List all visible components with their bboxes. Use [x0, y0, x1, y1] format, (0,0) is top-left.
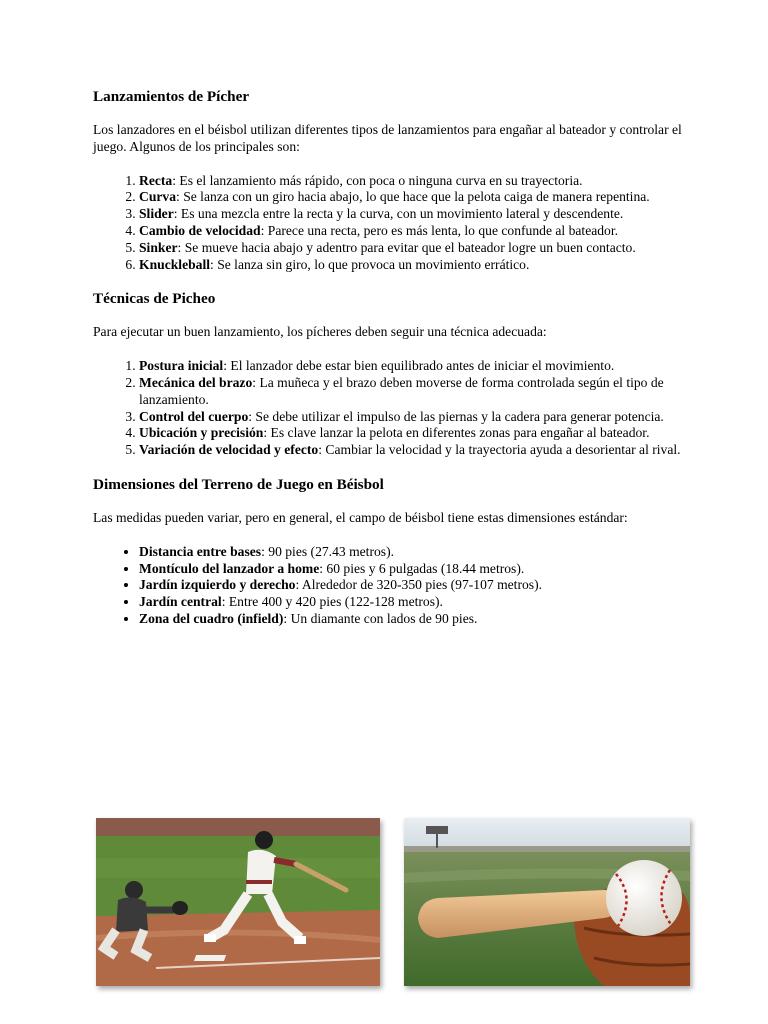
item-text: : La muñeca y el brazo deben moverse de forma controlada según el tipo de lanzamiento.	[139, 374, 664, 407]
item-text: : Es el lanzamiento más rápido, con poca o ninguna curva en su trayectoria.	[172, 172, 583, 188]
pitch-types-list	[93, 173, 683, 274]
list-item	[139, 594, 683, 611]
item-term: Variación de velocidad y efecto	[139, 442, 319, 458]
ball-shape	[606, 860, 682, 936]
list-item	[139, 189, 683, 206]
list-item	[139, 409, 683, 426]
item-term: Distancia entre bases	[139, 543, 262, 559]
item-text: : Se debe utilizar el impulso de las piernas y la cadera para generar potencia.	[248, 408, 664, 424]
list-item	[139, 173, 683, 190]
list-item	[139, 240, 683, 257]
item-text: : Un diamante con lados de 90 pies.	[283, 610, 478, 626]
item-text: : Se mueve hacia abajo y adentro para evitar que el bateador logre un buen contacto.	[177, 239, 636, 255]
document-page	[93, 88, 683, 645]
item-term: Control del cuerpo	[139, 408, 249, 424]
item-text: : Parece una recta, pero es más lenta, lo que confunde al bateador.	[260, 222, 619, 238]
section-title-techniques: Técnicas de Picheo	[93, 290, 216, 308]
batter-catcher-illustration	[96, 818, 380, 986]
item-term: Ubicación y precisión	[139, 425, 264, 441]
photo-row	[96, 818, 692, 986]
item-term: Zona del cuadro (infield)	[139, 610, 284, 626]
item-text: : Se lanza sin giro, lo que provoca un movimiento errático.	[210, 256, 530, 272]
item-term: Recta	[139, 172, 173, 188]
item-text: : Alrededor de 320-350 pies (97-107 metros).	[295, 577, 542, 593]
section-intro-dimensions: Las medidas pueden variar, pero en general, el campo de béisbol tiene estas dimensiones estándar:	[93, 509, 628, 525]
item-term: Mecánica del brazo	[139, 374, 253, 390]
item-text: : 60 pies y 6 pulgadas (18.44 metros).	[319, 560, 525, 576]
section-intro-pitches: Los lanzadores en el béisbol utilizan diferentes tipos de lanzamientos para engañar al bateador y controlar el juego. Algunos de los principales son:	[93, 122, 682, 154]
item-term: Montículo del lanzador a home	[139, 560, 320, 576]
field-dimensions-list	[93, 544, 683, 628]
section-intro-techniques: Para ejecutar un buen lanzamiento, los pícheres deben seguir una técnica adecuada:	[93, 324, 547, 340]
item-term: Curva	[139, 189, 177, 205]
list-item	[139, 577, 683, 594]
item-term: Sinker	[139, 239, 178, 255]
list-item	[139, 425, 683, 442]
pitching-techniques-list	[93, 358, 683, 459]
item-term: Postura inicial	[139, 358, 224, 374]
list-item	[139, 358, 683, 375]
item-text: : Es una mezcla entre la recta y la curva, con un movimiento lateral y descendente.	[173, 206, 624, 222]
list-item	[139, 442, 683, 459]
item-text: : Es clave lanzar la pelota en diferentes zonas para engañar al bateador.	[263, 425, 650, 441]
item-text: : Entre 400 y 420 pies (122-128 metros).	[221, 594, 443, 610]
item-term: Jardín central	[139, 594, 222, 610]
item-term: Jardín izquierdo y derecho	[139, 577, 296, 593]
item-text: : Se lanza con un giro hacia abajo, lo que hace que la pelota caiga de manera repentina.	[176, 189, 650, 205]
section-title-dimensions: Dimensiones del Terreno de Juego en Béisbol	[93, 475, 384, 493]
item-text: : El lanzador debe estar bien equilibrado antes de iniciar el movimiento.	[223, 358, 615, 374]
batter-catcher-photo	[96, 818, 380, 986]
list-item	[139, 561, 683, 578]
item-term: Slider	[139, 206, 174, 222]
list-item	[139, 257, 683, 274]
list-item	[139, 223, 683, 240]
list-item	[139, 544, 683, 561]
list-item	[139, 206, 683, 223]
section-title-pitches: Lanzamientos de Pícher	[93, 88, 250, 105]
list-item	[139, 611, 683, 628]
list-item	[139, 375, 683, 409]
item-term: Knuckleball	[139, 256, 211, 272]
bat-ball-glove-illustration	[404, 818, 690, 986]
item-term: Cambio de velocidad	[139, 222, 261, 238]
item-text: : Cambiar la velocidad y la trayectoria ayuda a desorientar al rival.	[318, 442, 681, 458]
bat-ball-glove-photo	[404, 818, 690, 986]
item-text: : 90 pies (27.43 metros).	[261, 543, 394, 559]
